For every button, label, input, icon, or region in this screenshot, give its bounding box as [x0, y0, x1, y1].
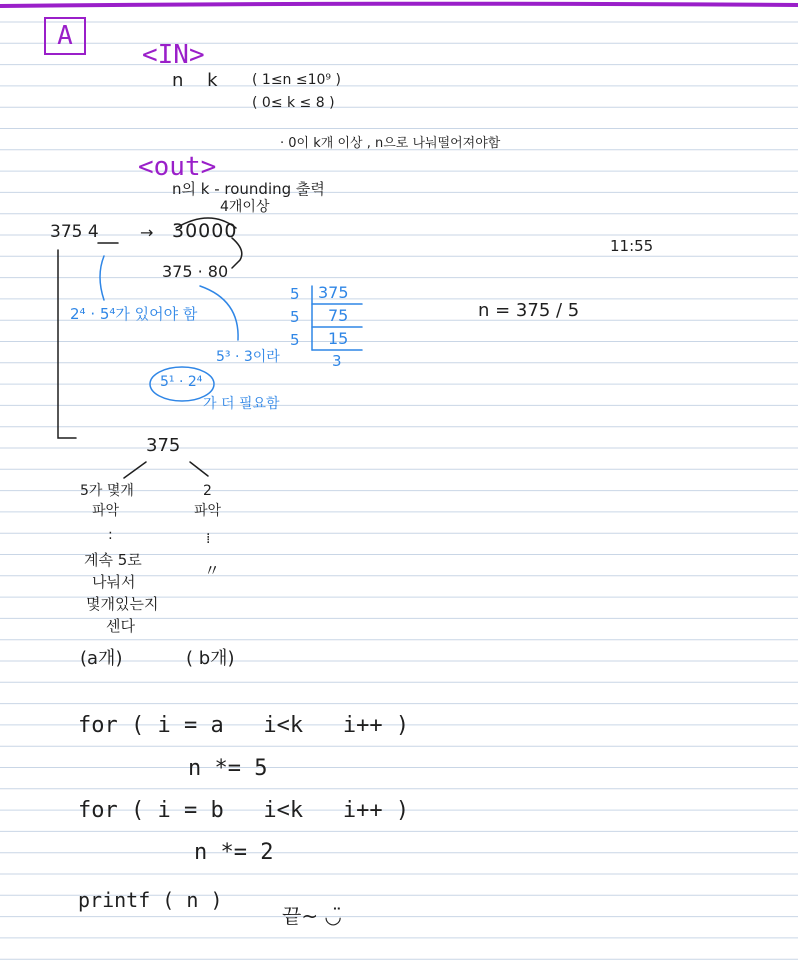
tree-left-dots: :	[108, 527, 113, 543]
left-note: 2⁴ · 5⁴가 있어야 함	[70, 305, 198, 323]
tree-right-dots: ⁞	[206, 531, 211, 547]
example-product: 375 · 80	[162, 262, 229, 281]
tree-left-b: 파악	[92, 503, 120, 519]
output-desc: n의 k - rounding 출력	[172, 180, 325, 198]
tree-left-step: 센다	[106, 617, 135, 635]
tree-left-step: 나눠서	[92, 573, 136, 591]
need-note: 가 더 필요함	[203, 396, 280, 412]
tree-left-step: 계속 5로	[84, 551, 142, 569]
time-note: 11:55	[610, 237, 654, 255]
div-value: 75	[328, 306, 349, 325]
tree-right-b: 파악	[194, 503, 222, 519]
count-a: (a개)	[80, 648, 123, 669]
div-divisor: 5	[290, 308, 300, 326]
condition-note: · 0이 k개 이상 , n으로 나눠떨어져야함	[280, 136, 501, 151]
input-vars: n k	[172, 70, 218, 91]
input-constraint-k: ( 0≤ k ≤ 8 )	[252, 95, 335, 111]
code-body-b: n *= 2	[194, 840, 274, 865]
formula: n = 375 / 5	[478, 300, 580, 321]
example-input: 375 4	[50, 222, 99, 242]
div-value: 15	[328, 329, 349, 348]
tree-right-a: 2	[203, 483, 212, 499]
example-arrow: →	[140, 223, 154, 242]
end-note: 끝~ ◡̈	[282, 904, 342, 928]
div-value: 3	[332, 352, 342, 370]
tree-root: 375	[146, 435, 181, 456]
count-b: ( b개)	[186, 648, 235, 669]
top-border	[0, 4, 798, 6]
div-divisor: 5	[290, 331, 300, 349]
code-print: printf ( n )	[78, 888, 223, 912]
output-header: <out>	[138, 152, 217, 182]
tree-ditto: 〃	[204, 561, 221, 580]
code-body-a: n *= 5	[188, 756, 268, 781]
code-for-a: for ( i = a i<k i++ )	[78, 713, 410, 738]
zeros-note: 4개이상	[220, 199, 270, 215]
section-label: A	[44, 17, 86, 55]
input-header: <IN>	[142, 40, 205, 70]
tree-left-a: 5가 몇개	[80, 483, 134, 499]
input-constraint-n: ( 1≤n ≤10⁹ )	[252, 72, 341, 88]
example-result: 30000	[172, 220, 238, 242]
tree-left-step: 몇개있는지	[86, 595, 159, 613]
code-for-b: for ( i = b i<k i++ )	[78, 798, 410, 823]
div-divisor: 5	[290, 285, 300, 303]
right-note: 5³ · 3이라	[216, 349, 280, 365]
circled-factors: 5¹ · 2⁴	[160, 374, 203, 390]
div-value: 375	[318, 283, 349, 302]
